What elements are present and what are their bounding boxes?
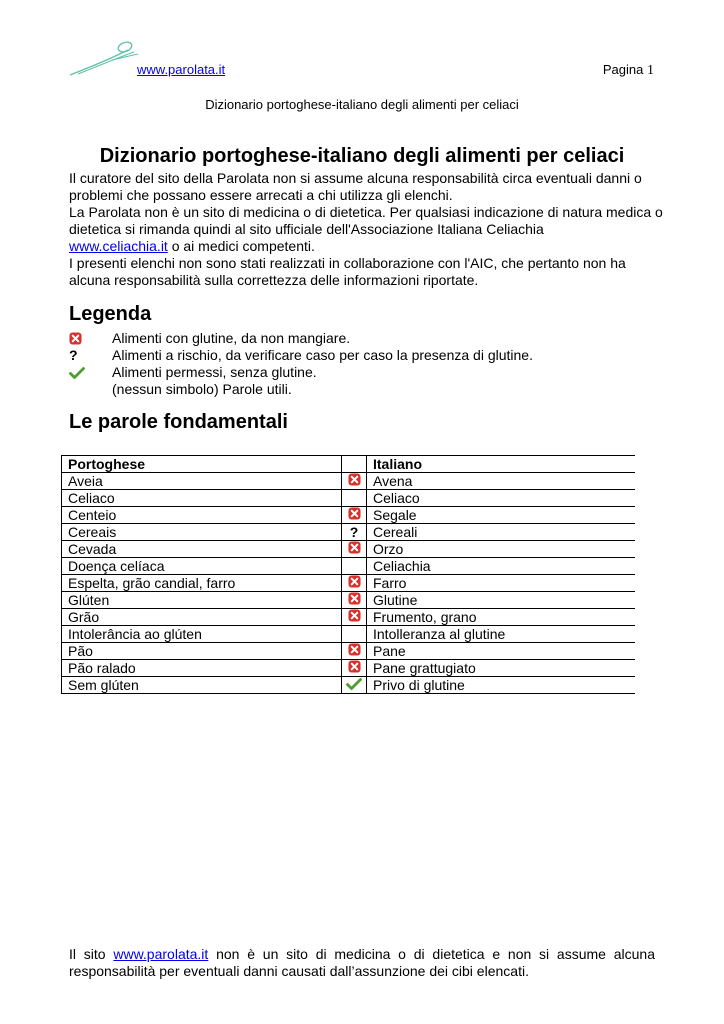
portuguese-word: Cereais xyxy=(62,524,342,541)
header-portuguese: Portoghese xyxy=(62,456,342,473)
footer-after: non è un sito di medicina o di dietetica e non si assume alcuna xyxy=(208,946,655,962)
table-row xyxy=(62,609,636,626)
portuguese-word: Espelta, grão candial, farro xyxy=(62,575,342,592)
legend-symbol xyxy=(69,347,112,364)
portuguese-word: Centeio xyxy=(62,507,342,524)
risk-question-icon: ? xyxy=(69,347,78,363)
document-title: Dizionario portoghese-italiano degli alimenti per celiaci xyxy=(99,145,625,167)
portuguese-word: Grão xyxy=(62,609,342,626)
legend-item xyxy=(69,330,533,347)
italian-word: Segale xyxy=(367,507,636,524)
gluten-status-cell xyxy=(342,558,367,575)
italian-word: Orzo xyxy=(367,541,636,558)
legend-list xyxy=(69,330,533,398)
gluten-status-cell xyxy=(342,541,367,558)
legend-item xyxy=(69,381,533,398)
gluten-x-icon xyxy=(348,643,361,656)
gluten-x-icon xyxy=(348,541,361,554)
words-section-title: Le parole fondamentali xyxy=(69,411,288,433)
gluten-x-icon xyxy=(69,332,82,345)
portuguese-word: Doença celíaca xyxy=(62,558,342,575)
celiachia-link[interactable]: www.celiachia.it xyxy=(69,238,168,254)
table-row xyxy=(62,507,636,524)
intro-p2-tail: o ai medici competenti. xyxy=(167,238,315,254)
table-row xyxy=(62,626,636,643)
table-row xyxy=(62,643,636,660)
portuguese-word: Cevada xyxy=(62,541,342,558)
table-row xyxy=(62,541,636,558)
risk-question-icon: ? xyxy=(349,524,359,540)
intro-paragraph-1: Il curatore del sito della Parolata non si assume alcuna responsabilità circa eventuali danni o problemi che possano essere arrecati a chi utilizza gli elenchi. xyxy=(69,170,642,203)
table-header-row xyxy=(62,456,636,473)
page-number-value: 1 xyxy=(647,63,654,78)
header-site-link[interactable]: www.parolata.it xyxy=(137,62,226,77)
table-row xyxy=(62,592,636,609)
gluten-status-cell xyxy=(342,677,367,694)
italian-word: Pane grattugiato xyxy=(367,660,636,677)
gluten-x-icon xyxy=(348,473,361,486)
portuguese-word: Pão ralado xyxy=(62,660,342,677)
words-table xyxy=(61,455,635,694)
footer-before: Il sito xyxy=(69,946,114,962)
legend-text: Alimenti con glutine, da non mangiare. xyxy=(112,330,351,346)
portuguese-word: Intolerância ao glúten xyxy=(62,626,342,643)
legend-text: Alimenti a rischio, da verificare caso per caso la presenza di glutine. xyxy=(112,347,533,363)
italian-word: Avena xyxy=(367,473,636,490)
legend-text: (nessun simbolo) Parole utili. xyxy=(112,381,292,397)
intro-text xyxy=(69,170,669,289)
running-header: Dizionario portoghese-italiano degli alimenti per celiaci xyxy=(205,97,519,112)
italian-word: Glutine xyxy=(367,592,636,609)
gluten-status-cell xyxy=(342,507,367,524)
gluten-status-cell xyxy=(342,643,367,660)
portuguese-word: Glúten xyxy=(62,592,342,609)
parolata-logo-icon xyxy=(68,40,140,80)
intro-paragraph-2 xyxy=(69,204,669,255)
footer-disclaimer xyxy=(69,946,655,980)
gluten-x-icon xyxy=(348,507,361,520)
page-number xyxy=(603,62,654,79)
gluten-status-cell xyxy=(342,626,367,643)
footer-line-1 xyxy=(69,946,655,963)
gluten-x-icon xyxy=(348,660,361,673)
italian-word: Farro xyxy=(367,575,636,592)
table-row xyxy=(62,575,636,592)
table-row xyxy=(62,558,636,575)
gluten-status-cell xyxy=(342,524,367,541)
gluten-status-cell xyxy=(342,609,367,626)
intro-p2-text: La Parolata non è un sito di medicina o di dietetica. Per qualsiasi indicazione di natura medica o dietetica si rimanda quindi al sito ufficiale dell'Associazione Italiana Celiachia xyxy=(69,204,663,237)
portuguese-word: Pão xyxy=(62,643,342,660)
portuguese-word: Aveia xyxy=(62,473,342,490)
footer-line-2: responsabilità per eventuali danni causati dall’assunzione dei cibi elencati. xyxy=(69,963,529,979)
gluten-x-icon xyxy=(348,575,361,588)
page-label: Pagina xyxy=(602,62,644,77)
table-row xyxy=(62,490,636,507)
gluten-x-icon xyxy=(348,609,361,622)
table-row xyxy=(62,677,636,694)
header-symbol xyxy=(342,456,367,473)
table-row xyxy=(62,473,636,490)
gluten-status-cell xyxy=(342,592,367,609)
italian-word: Privo di glutine xyxy=(367,677,636,694)
italian-word: Frumento, grano xyxy=(367,609,636,626)
italian-word: Intolleranza al glutine xyxy=(367,626,636,643)
italian-word: Pane xyxy=(367,643,636,660)
legend-text: Alimenti permessi, senza glutine. xyxy=(112,364,317,380)
gluten-free-check-icon xyxy=(69,367,85,379)
legend-symbol xyxy=(69,332,112,345)
legend-symbol xyxy=(69,367,112,379)
portuguese-word: Sem glúten xyxy=(62,677,342,694)
table-row xyxy=(62,524,636,541)
footer-site-link[interactable]: www.parolata.it xyxy=(113,946,209,962)
legend-title: Legenda xyxy=(69,303,152,325)
legend-item xyxy=(69,364,533,381)
gluten-status-cell xyxy=(342,473,367,490)
italian-word: Celiachia xyxy=(367,558,636,575)
legend-item xyxy=(69,347,533,364)
table-row xyxy=(62,660,636,677)
italian-word: Celiaco xyxy=(367,490,636,507)
gluten-free-check-icon xyxy=(346,678,362,690)
gluten-status-cell xyxy=(342,660,367,677)
gluten-status-cell xyxy=(342,490,367,507)
gluten-status-cell xyxy=(342,575,367,592)
gluten-x-icon xyxy=(348,592,361,605)
header-italian: Italiano xyxy=(367,456,636,473)
portuguese-word: Celiaco xyxy=(62,490,342,507)
intro-paragraph-3: I presenti elenchi non sono stati realizzati in collaborazione con l'AIC, che pertanto non ha alcuna responsabilità sulla correttezza delle informazioni riportate. xyxy=(69,255,626,288)
italian-word: Cereali xyxy=(367,524,636,541)
